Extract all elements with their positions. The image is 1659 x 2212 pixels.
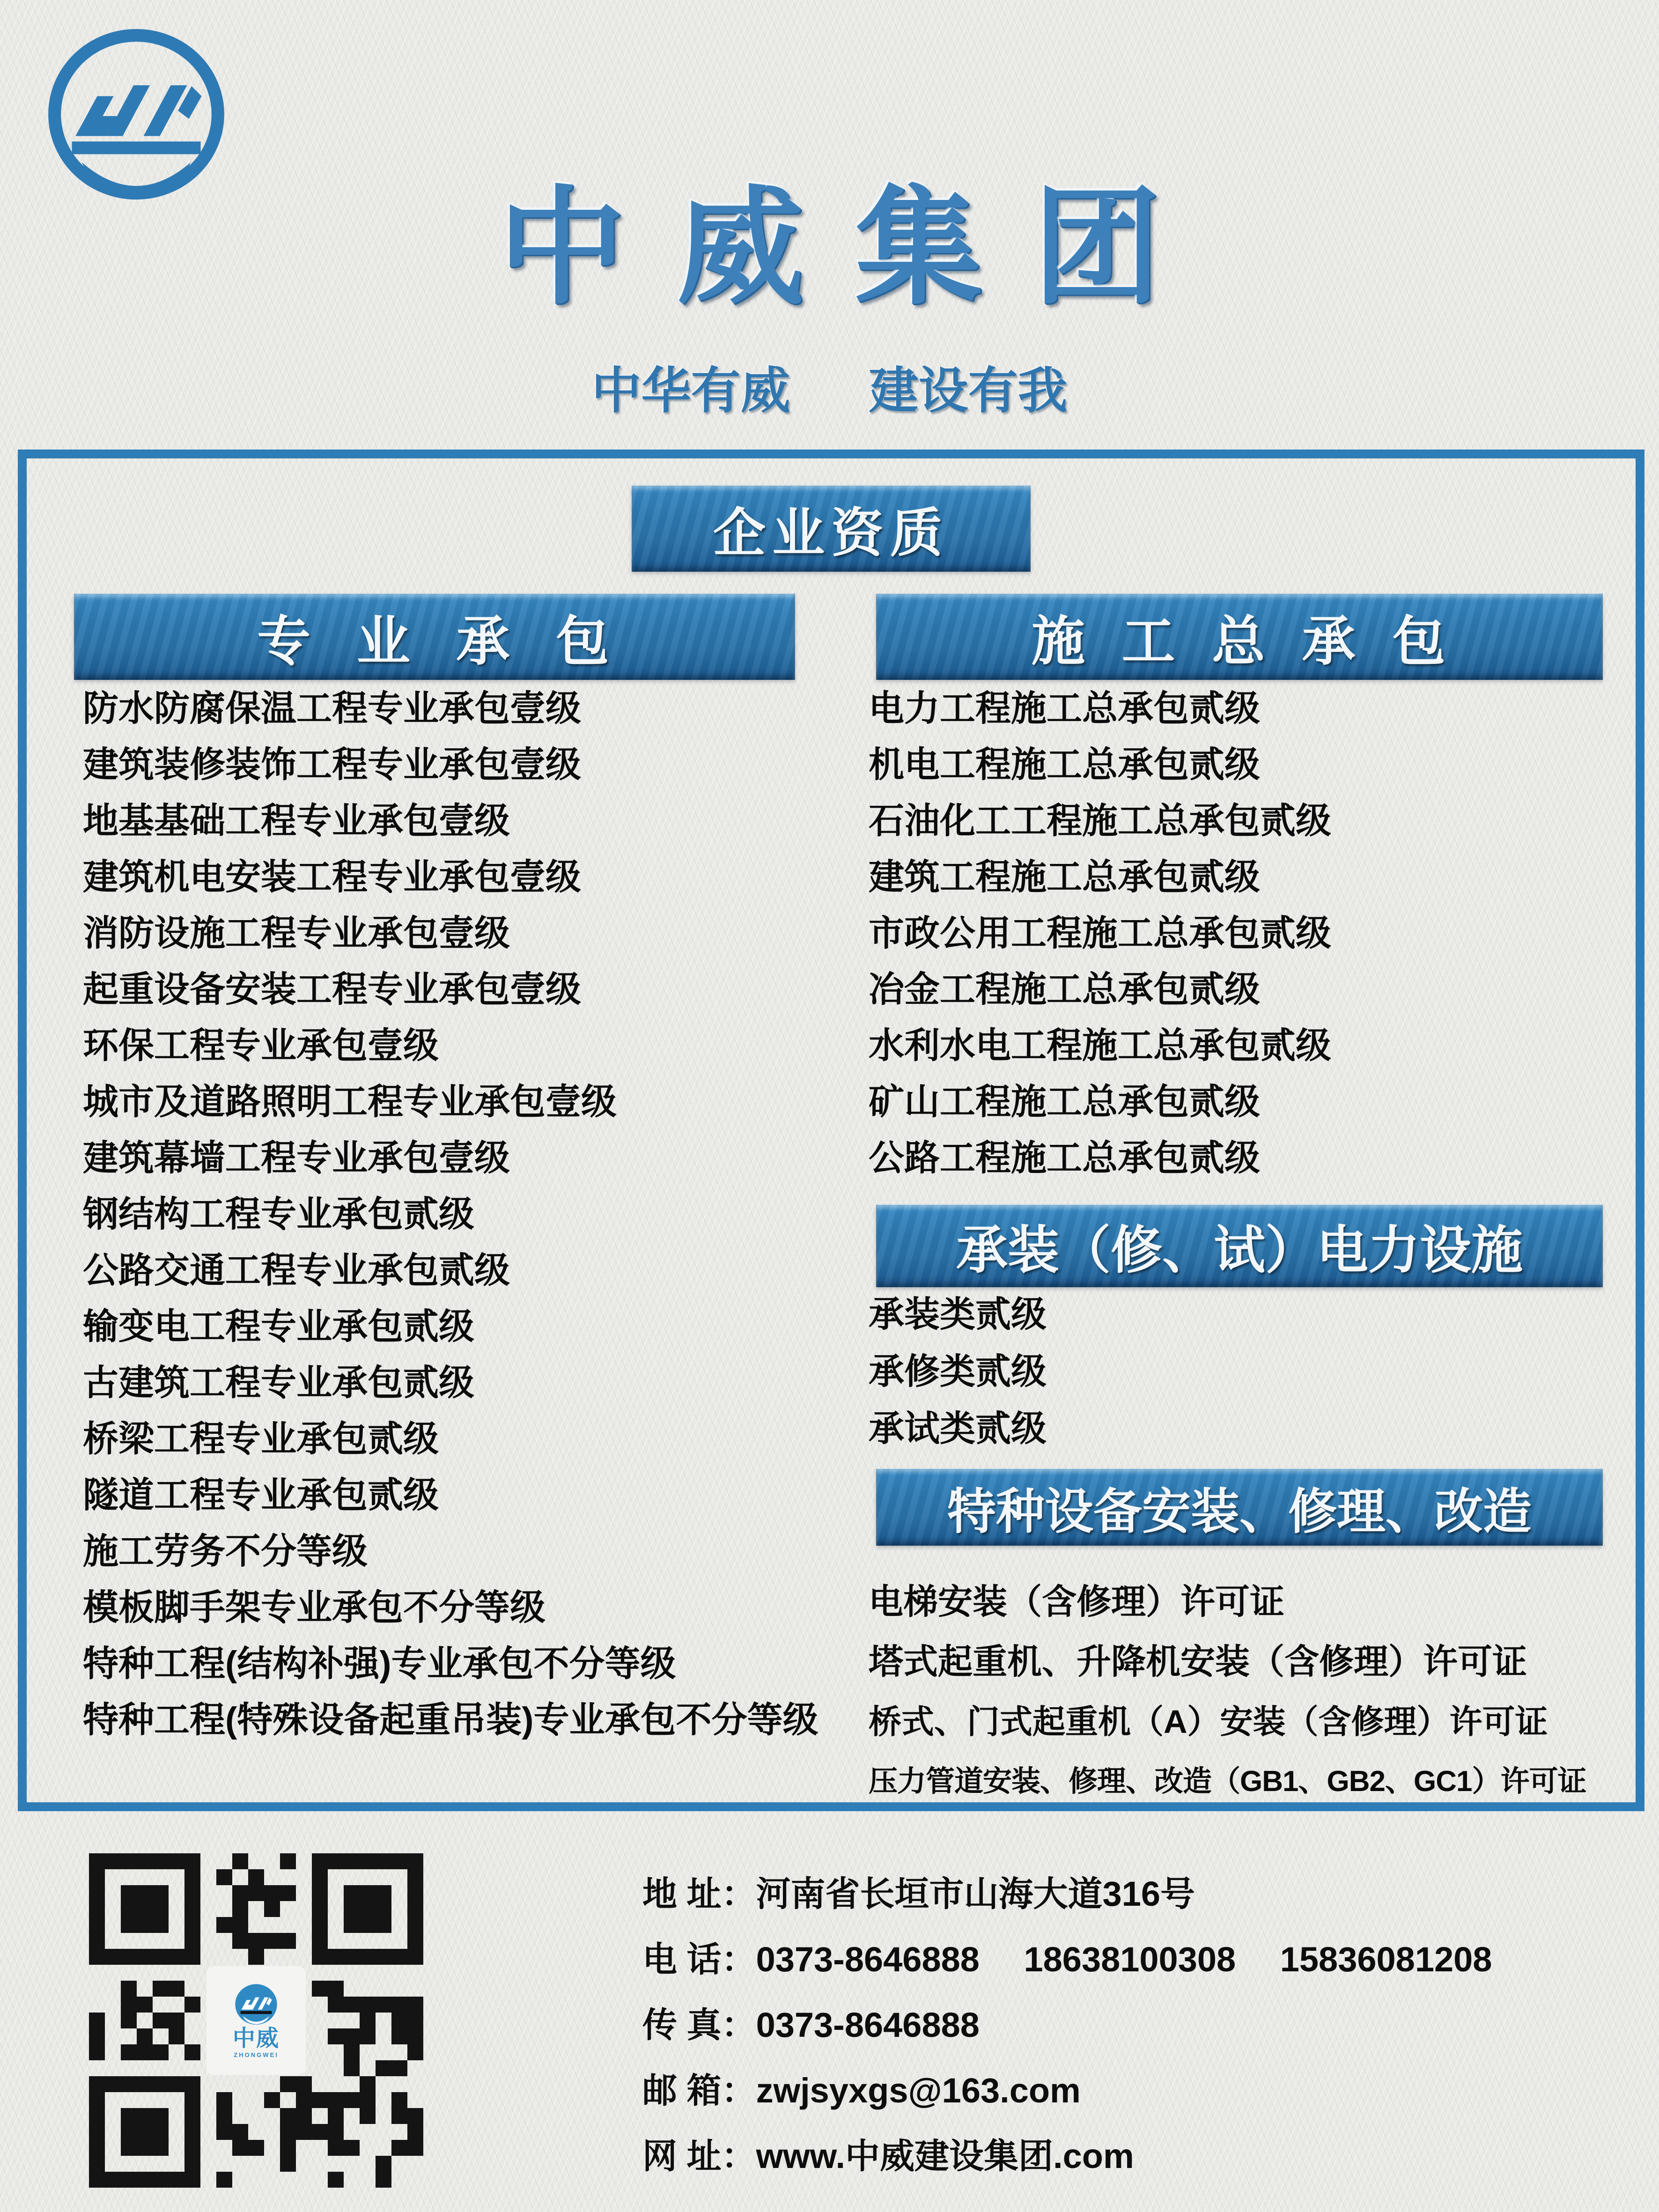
qualification-item: 桥梁工程专业承包贰级 bbox=[83, 1419, 439, 1459]
qr-center-badge bbox=[206, 1966, 306, 2075]
qualifications-frame bbox=[18, 450, 1644, 1811]
qualification-item: 防水防腐保温工程专业承包壹级 bbox=[83, 689, 581, 729]
qualification-item: 公路工程施工总承包贰级 bbox=[869, 1138, 1260, 1178]
company-title: 中威集团 bbox=[498, 178, 1212, 319]
qualification-item: 塔式起重机、升降机安装（含修理）许可证 bbox=[869, 1642, 1527, 1681]
qualification-item: 建筑工程施工总承包贰级 bbox=[869, 857, 1260, 897]
contact-website-row bbox=[642, 2124, 1492, 2189]
contact-fax-row bbox=[642, 1992, 1492, 2058]
qualification-item: 水利水电工程施工总承包贰级 bbox=[869, 1026, 1331, 1066]
contact-email-row bbox=[642, 2058, 1492, 2124]
contact-label: 邮 箱： bbox=[642, 2071, 756, 2110]
qualification-item: 压力管道安装、修理、改造（GB1、GB2、GC1）许可证 bbox=[869, 1765, 1586, 1798]
qualification-item: 城市及道路照明工程专业承包壹级 bbox=[83, 1082, 617, 1122]
qualification-item: 建筑装修装饰工程专业承包壹级 bbox=[83, 745, 581, 785]
qr-logo-icon bbox=[234, 1983, 278, 2026]
qualification-item: 公路交通工程专业承包贰级 bbox=[83, 1251, 510, 1290]
special-equipment-list bbox=[869, 1572, 1586, 1812]
qualification-item: 承修类贰级 bbox=[869, 1352, 1047, 1392]
qualification-item: 起重设备安装工程专业承包壹级 bbox=[83, 970, 581, 1010]
qualification-item: 承装类贰级 bbox=[869, 1295, 1047, 1335]
qualification-item: 矿山工程施工总承包贰级 bbox=[869, 1082, 1260, 1122]
contact-address-row bbox=[642, 1861, 1492, 1927]
general-contracting-list bbox=[869, 681, 1331, 1187]
qr-code bbox=[89, 1853, 423, 2188]
contact-value: 0373-8646888 18638100308 15836081208 bbox=[756, 1940, 1492, 1979]
qualification-item: 电力工程施工总承包贰级 bbox=[869, 689, 1260, 729]
contact-value: zwjsyxgs@163.com bbox=[756, 2071, 1081, 2110]
qualification-item: 施工劳务不分等级 bbox=[83, 1532, 368, 1571]
special-equipment-header-banner: 特种设备安装、修理、改造 bbox=[876, 1469, 1603, 1546]
qualification-item: 输变电工程专业承包贰级 bbox=[83, 1307, 474, 1347]
power-facilities-list bbox=[869, 1286, 1047, 1458]
qualification-item: 市政公用工程施工总承包贰级 bbox=[869, 914, 1331, 953]
qualification-item: 建筑幕墙工程专业承包壹级 bbox=[83, 1138, 510, 1178]
qualification-item: 古建筑工程专业承包贰级 bbox=[83, 1363, 474, 1403]
qualification-item: 石油化工工程施工总承包贰级 bbox=[869, 801, 1331, 841]
qr-badge-sublabel: ZHONGWEI bbox=[234, 2051, 279, 2058]
slogan-left: 中华有威 bbox=[591, 363, 790, 419]
qualification-item: 模板脚手架专业承包不分等级 bbox=[83, 1588, 546, 1628]
professional-contracting-list bbox=[83, 681, 818, 1748]
qualification-item: 特种工程(特殊设备起重吊装)专业承包不分等级 bbox=[83, 1700, 818, 1740]
qualification-item: 建筑机电安装工程专业承包壹级 bbox=[83, 857, 581, 897]
qualification-item: 地基基础工程专业承包壹级 bbox=[83, 801, 510, 841]
qualification-item: 桥式、门式起重机（A）安装（含修理）许可证 bbox=[869, 1703, 1548, 1740]
qualification-item: 消防设施工程专业承包壹级 bbox=[83, 914, 510, 953]
qualification-item: 电梯安装（含修理）许可证 bbox=[869, 1582, 1284, 1621]
qualification-item: 承试类贰级 bbox=[869, 1409, 1047, 1449]
contact-value: 0373-8646888 bbox=[756, 2006, 980, 2044]
right-column-header-banner: 施 工 总 承 包 bbox=[876, 594, 1603, 680]
contact-info bbox=[642, 1861, 1492, 2189]
left-column-header-banner: 专 业 承 包 bbox=[74, 594, 795, 680]
contact-value: www.中威建设集团.com bbox=[756, 2137, 1134, 2175]
qualification-item: 冶金工程施工总承包贰级 bbox=[869, 970, 1260, 1010]
qualification-item: 隧道工程专业承包贰级 bbox=[83, 1475, 439, 1515]
company-slogan bbox=[0, 351, 1659, 422]
contact-label: 网 址： bbox=[642, 2137, 756, 2175]
contact-value: 河南省长垣市山海大道316号 bbox=[756, 1874, 1195, 1913]
slogan-right: 建设有我 bbox=[869, 363, 1068, 419]
qualification-item: 特种工程(结构补强)专业承包不分等级 bbox=[83, 1644, 676, 1684]
section-badge-qiyezizhi: 企业资质 bbox=[632, 486, 1031, 572]
qualification-item: 钢结构工程专业承包贰级 bbox=[83, 1194, 474, 1234]
contact-label: 地 址： bbox=[642, 1874, 756, 1913]
contact-label: 电 话： bbox=[642, 1940, 756, 1979]
company-logo-icon bbox=[45, 29, 228, 201]
contact-phone-row bbox=[642, 1927, 1492, 1992]
qr-badge-label: 中威 bbox=[232, 2026, 280, 2051]
qualification-item: 机电工程施工总承包贰级 bbox=[869, 745, 1260, 785]
qualification-item: 环保工程专业承包壹级 bbox=[83, 1026, 439, 1066]
power-facilities-header-banner: 承装（修、试）电力设施 bbox=[876, 1205, 1603, 1287]
contact-label: 传 真： bbox=[642, 2006, 756, 2044]
